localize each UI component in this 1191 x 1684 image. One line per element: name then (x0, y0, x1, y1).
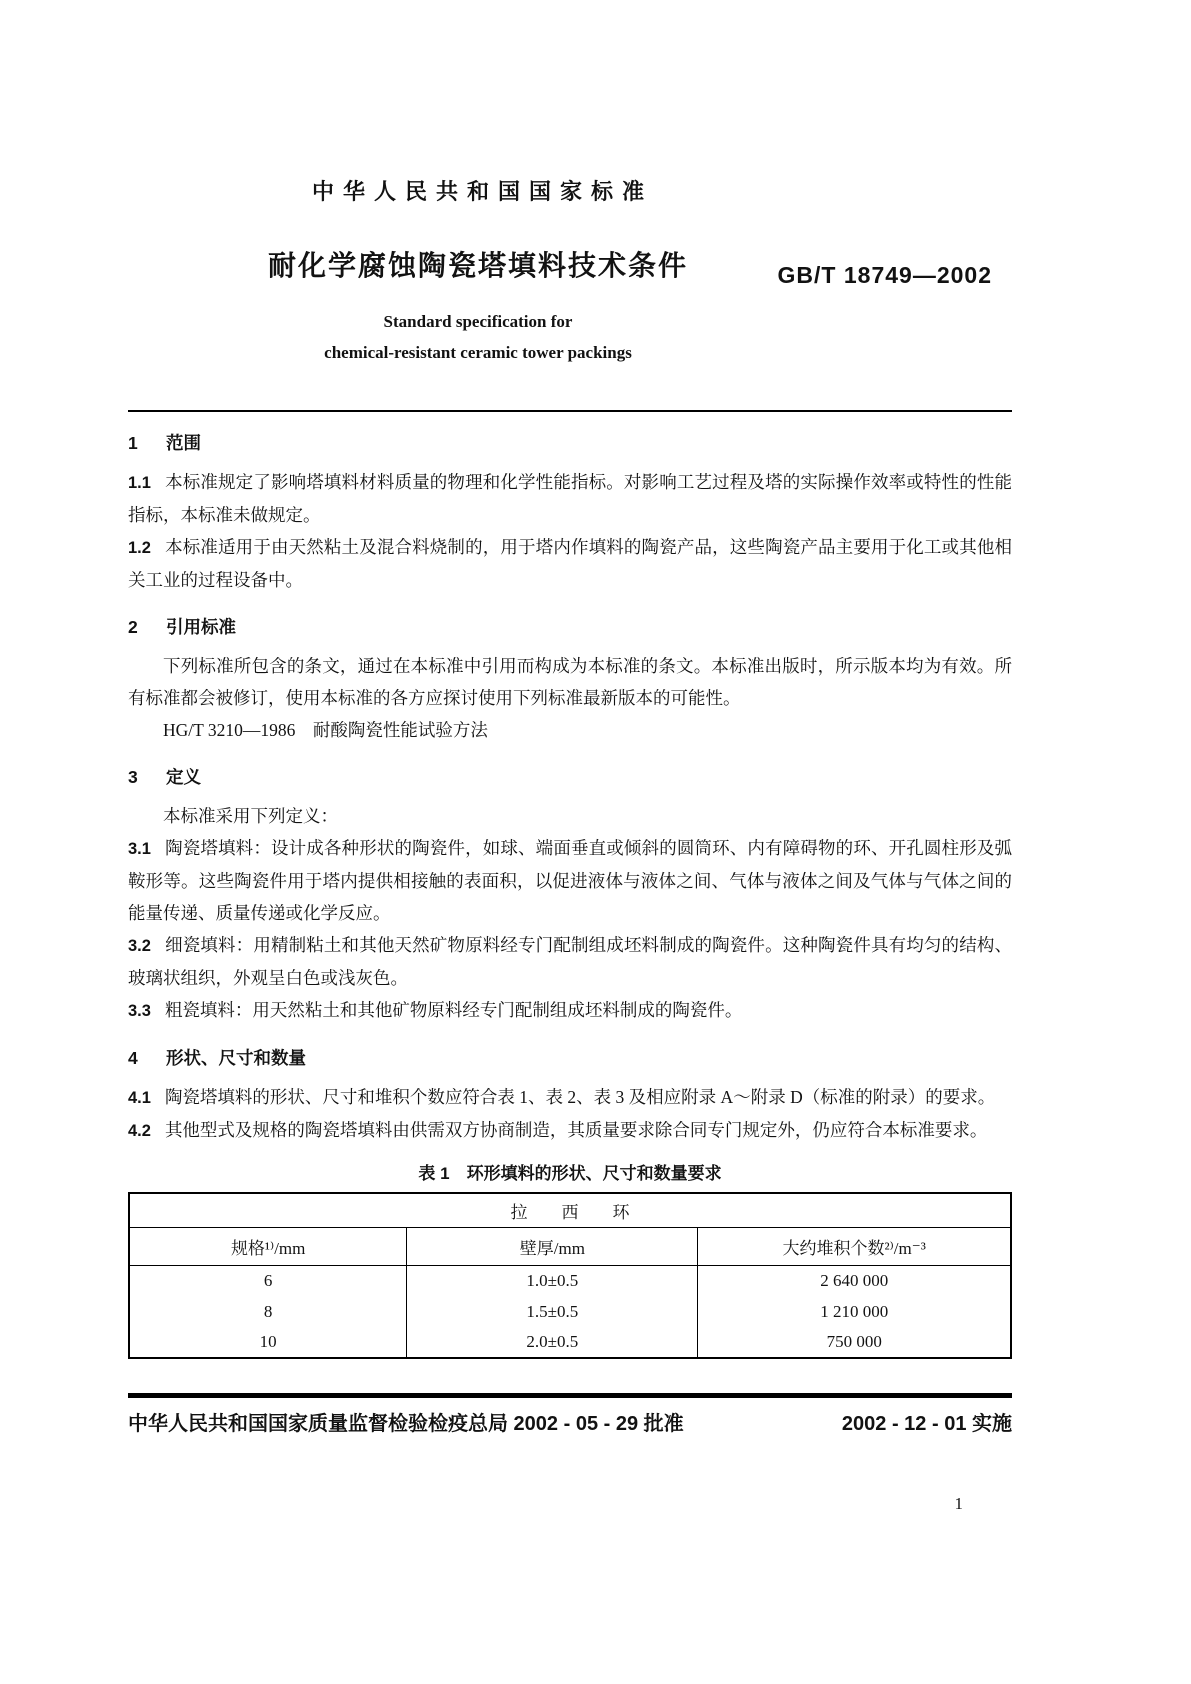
document-title-cn: 耐化学腐蚀陶瓷塔填料技术条件 (267, 250, 688, 281)
section-definitions (128, 762, 1012, 1027)
cell-packing-count: 2 640 000 (698, 1265, 1011, 1296)
section-1-heading (128, 428, 1012, 458)
clause-4-1 (128, 1081, 1012, 1114)
clause-3-3 (128, 994, 1012, 1027)
clause-3-2-number: 3.2 (128, 937, 151, 955)
clause-3-2-text: 细瓷填料：用精制粘土和其他天然矿物原料经专门配制组成坯料制成的陶瓷件。这种陶瓷件具有均匀的结构、玻璃状组织，外观呈白色或浅灰色。 (128, 935, 1012, 988)
section-2-title: 引用标准 (166, 617, 236, 637)
page-content (128, 0, 1012, 1359)
table-group-header-row (129, 1193, 1011, 1227)
clause-3-1-text: 陶瓷塔填料：设计成各种形状的陶瓷件，如球、端面垂直或倾斜的圆筒环、内有障碍物的环、开孔圆柱形及弧鞍形等。这些陶瓷件用于塔内提供相接触的表面积，以促进液体与液体之间、气体与液体之间及气体与气体之间的能量传递、质量传递或化学反应。 (128, 838, 1012, 923)
clause-1-2-number: 1.2 (128, 539, 151, 557)
footer-divider (128, 1393, 1012, 1398)
section-shape-size-quantity (128, 1043, 1012, 1147)
table-row (129, 1296, 1011, 1327)
clause-1-1 (128, 466, 1012, 531)
column-header-wall-thickness: 壁厚/mm (407, 1227, 698, 1265)
header-divider (128, 410, 1012, 412)
section-references (128, 612, 1012, 746)
national-standard-label: 中华人民共和国国家标准 (311, 179, 653, 204)
section-1-number: 1 (128, 433, 138, 453)
table-group-header: 拉 西 环 (129, 1193, 1011, 1227)
section-2-heading (128, 612, 1012, 642)
section-3-title: 定义 (166, 767, 201, 787)
clause-4-2 (128, 1114, 1012, 1147)
table-column-header-row (129, 1227, 1011, 1265)
clause-3-3-number: 3.3 (128, 1002, 151, 1020)
title-block (128, 178, 828, 368)
clause-4-1-text: 陶瓷塔填料的形状、尺寸和堆积个数应符合表 1、表 2、表 3 及相应附录 A～附录 D（标准的附录）的要求。 (164, 1087, 996, 1107)
section-3-intro: 本标准采用下列定义： (163, 806, 338, 826)
clause-4-1-number: 4.1 (128, 1089, 151, 1107)
section-4-heading (128, 1043, 1012, 1073)
section-4-number: 4 (128, 1048, 138, 1068)
section-1-title: 范围 (166, 433, 201, 453)
section-scope (128, 428, 1012, 596)
cell-wall-thickness: 1.5±0.5 (407, 1296, 698, 1327)
section-4-title: 形状、尺寸和数量 (166, 1048, 306, 1068)
table-row (129, 1265, 1011, 1296)
cell-wall-thickness: 2.0±0.5 (407, 1327, 698, 1358)
clause-1-2 (128, 531, 1012, 596)
clause-3-2 (128, 929, 1012, 994)
clause-1-1-number: 1.1 (128, 474, 151, 492)
section-3-heading (128, 762, 1012, 792)
table-1 (128, 1192, 1012, 1359)
table-row (129, 1327, 1011, 1358)
cell-spec: 10 (129, 1327, 407, 1358)
approval-statement: 中华人民共和国国家质量监督检验检疫总局 2002 - 05 - 29 批准 (128, 1413, 684, 1435)
clause-1-1-text: 本标准规定了影响塔填料材料质量的物理和化学性能指标。对影响工艺过程及塔的实际操作效率或特性的性能指标，本标准未做规定。 (128, 472, 1012, 525)
section-2-number: 2 (128, 617, 138, 637)
cell-spec: 8 (129, 1296, 407, 1327)
standard-code: GB/T 18749—2002 (777, 262, 992, 288)
clause-3-1 (128, 832, 1012, 929)
column-header-spec: 规格¹⁾/mm (129, 1227, 407, 1265)
section-2-paragraph: 下列标准所包含的条文，通过在本标准中引用而构成为本标准的条文。本标准出版时，所示版本均为有效。所有标准都会被修订，使用本标准的各方应探讨使用下列标准最新版本的可能性。 (128, 656, 1012, 708)
clause-4-2-number: 4.2 (128, 1122, 151, 1140)
cell-wall-thickness: 1.0±0.5 (407, 1265, 698, 1296)
implementation-date: 2002 - 12 - 01 实施 (841, 1413, 1012, 1435)
clause-1-2-text: 本标准适用于由天然粘土及混合料烧制的，用于塔内作填料的陶瓷产品，这些陶瓷产品主要用于化工或其他相关工业的过程设备中。 (128, 537, 1012, 590)
page-footer (128, 1393, 1012, 1436)
column-header-packing-count: 大约堆积个数²⁾/m⁻³ (698, 1227, 1011, 1265)
document-title-en-line1: Standard specification for (383, 312, 573, 331)
referenced-standard: HG/T 3210—1986 耐酸陶瓷性能试验方法 (163, 720, 488, 740)
page-number: 1 (954, 1494, 963, 1513)
cell-packing-count: 1 210 000 (698, 1296, 1011, 1327)
cell-packing-count: 750 000 (698, 1327, 1011, 1358)
cell-spec: 6 (129, 1265, 407, 1296)
clause-3-3-text: 粗瓷填料：用天然粘土和其他矿物原料经专门配制组成坯料制成的陶瓷件。 (164, 1000, 743, 1020)
table-1-caption: 表 1 环形填料的形状、尺寸和数量要求 (418, 1164, 722, 1183)
section-3-number: 3 (128, 767, 138, 787)
document-title-en-line2: chemical-resistant ceramic tower packings (324, 343, 632, 362)
clause-4-2-text: 其他型式及规格的陶瓷塔填料由供需双方协商制造，其质量要求除合同专门规定外，仍应符合本标准要求。 (164, 1120, 988, 1140)
clause-3-1-number: 3.1 (128, 840, 151, 858)
